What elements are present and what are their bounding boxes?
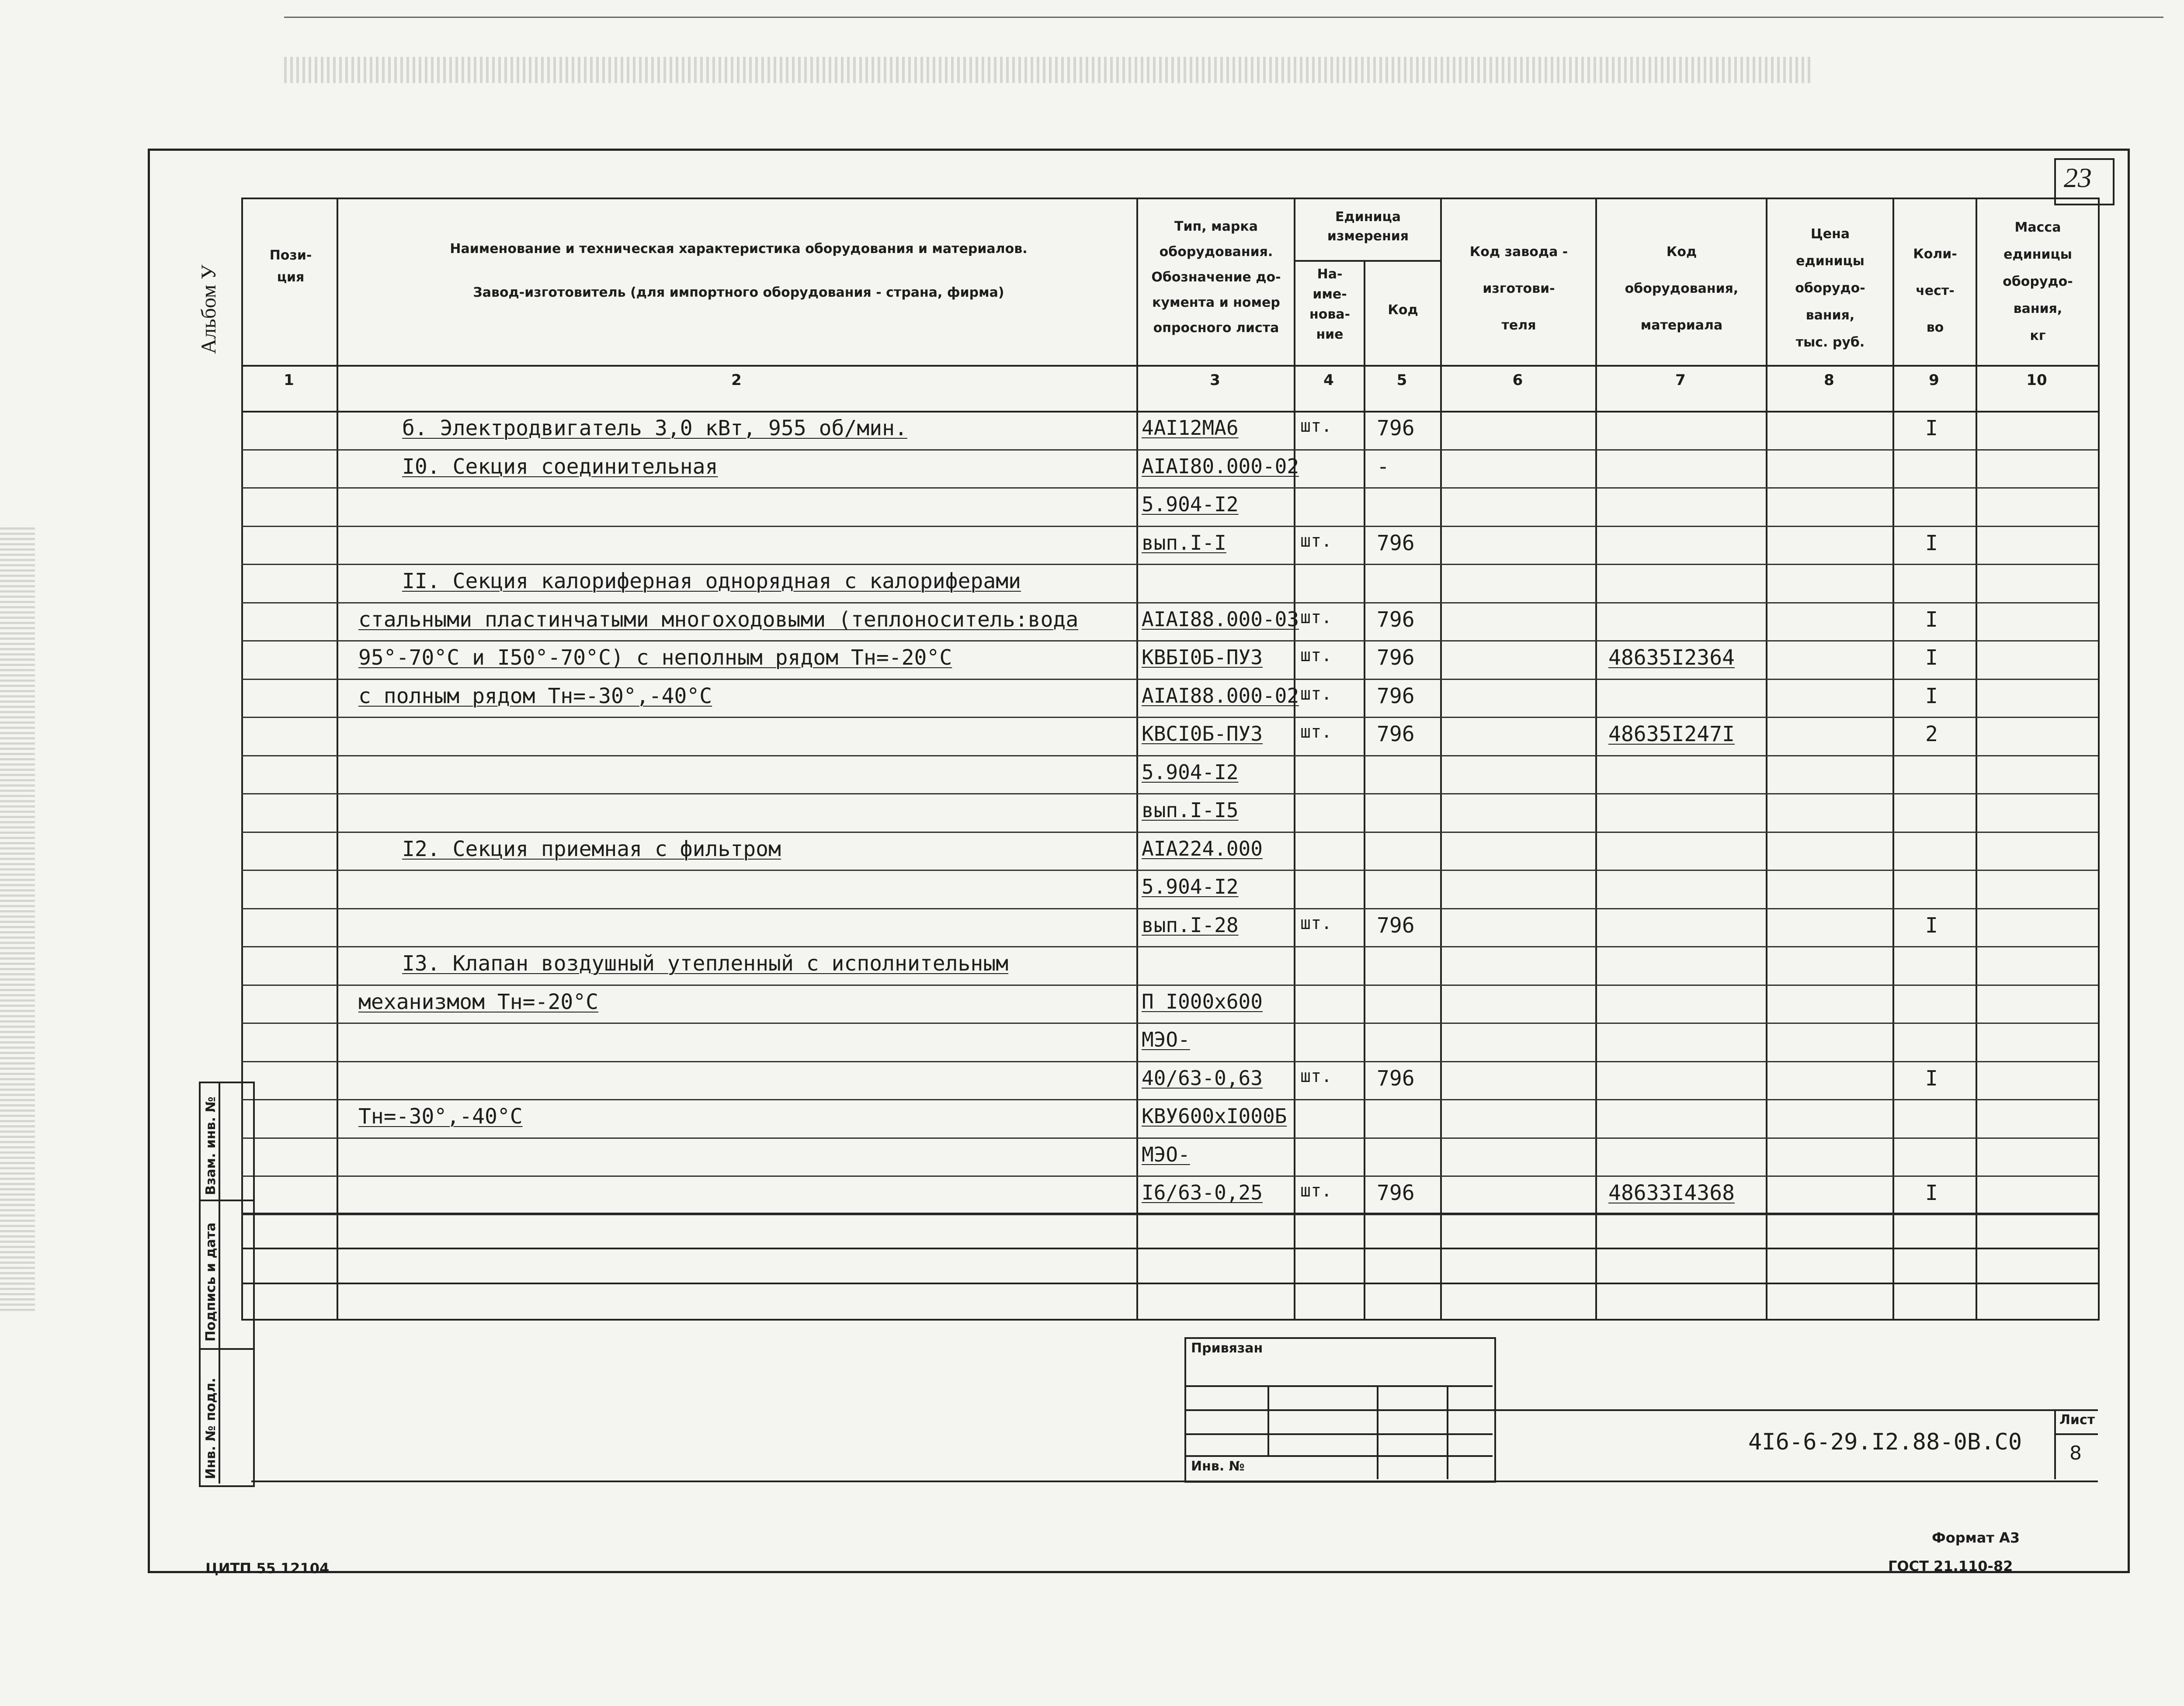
row-quantity: I bbox=[1925, 1066, 1938, 1091]
row-quantity: I bbox=[1925, 416, 1938, 440]
row-quantity: I bbox=[1925, 645, 1938, 670]
header-unit-name: На- име- нова- ние bbox=[1309, 267, 1351, 342]
table-row-line bbox=[241, 1099, 2098, 1100]
table-row-line bbox=[241, 946, 2098, 947]
table-line-unit-split bbox=[1294, 260, 1440, 262]
colnum-8: 8 bbox=[1824, 371, 1834, 389]
corner-sheet-number: 23 bbox=[2064, 162, 2092, 193]
row-type: АIАI80.000-02 bbox=[1142, 454, 1299, 478]
scan-noise-left bbox=[0, 524, 35, 1311]
row-name: I2. Секция приемная с фильтром bbox=[402, 837, 781, 861]
row-type: 5.904-I2 bbox=[1142, 760, 1239, 784]
row-quantity: I bbox=[1925, 531, 1938, 555]
header-name-line2: Завод-изготовитель (для импортного оборудования - страна, фирма) bbox=[473, 285, 1004, 300]
table-row-line bbox=[241, 717, 2098, 718]
side-stamp-split-1 bbox=[199, 1200, 253, 1201]
table-row-line bbox=[241, 908, 2098, 909]
row-type: МЭО- bbox=[1142, 1143, 1190, 1166]
row-code: 796 bbox=[1377, 722, 1415, 746]
scan-noise-top bbox=[284, 57, 1814, 83]
sheet-label: Лист bbox=[2059, 1412, 2095, 1428]
header-unit-group: Единица измерения bbox=[1327, 209, 1409, 244]
header-unit-code: Код bbox=[1388, 302, 1418, 318]
row-type: 40/63-0,63 bbox=[1142, 1066, 1263, 1090]
row-unit: шт. bbox=[1300, 722, 1332, 742]
table-row-line bbox=[241, 870, 2098, 871]
row-type: I6/63-0,25 bbox=[1142, 1181, 1263, 1204]
side-stamp-replace-inv: Взам. инв. № bbox=[203, 1096, 219, 1195]
row-name: 95°-70°С и I50°-70°С) с неполным рядом Тн=-20°С bbox=[358, 645, 952, 670]
colnum-2: 2 bbox=[731, 371, 742, 389]
row-quantity: I bbox=[1925, 1181, 1938, 1205]
header-type: Тип, марка оборудования. Обозначение до- кумента и номер опросного листа bbox=[1151, 219, 1281, 336]
row-unit: шт. bbox=[1300, 416, 1332, 436]
row-name: механизмом Тн=-20°С bbox=[358, 990, 599, 1014]
table-line-colnum-bottom bbox=[241, 411, 2098, 413]
table-row-line bbox=[241, 487, 2098, 489]
sheet-box-split bbox=[2054, 1433, 2098, 1435]
row-quantity: I bbox=[1925, 684, 1938, 708]
row-unit: шт. bbox=[1300, 684, 1332, 704]
row-unit: шт. bbox=[1300, 1181, 1332, 1201]
row-unit: шт. bbox=[1300, 531, 1332, 551]
table-row-line bbox=[241, 793, 2098, 794]
document-designation: 4I6-6-29.I2.88-0В.С0 bbox=[1748, 1429, 2022, 1455]
table-row-line bbox=[241, 679, 2098, 680]
table-row-line bbox=[241, 832, 2098, 833]
row-unit: шт. bbox=[1300, 607, 1332, 628]
row-code: 796 bbox=[1377, 1066, 1415, 1091]
footer-left-code: ЦИТП 55 12104 bbox=[205, 1560, 330, 1577]
colnum-1: 1 bbox=[284, 371, 294, 389]
table-row-line bbox=[241, 640, 2098, 641]
colnum-10: 10 bbox=[2026, 371, 2047, 389]
table-line-header-bottom bbox=[241, 365, 2098, 367]
row-type: КВУ600хI000Б bbox=[1142, 1104, 1287, 1128]
table-row-line bbox=[241, 1175, 2098, 1177]
colnum-4: 4 bbox=[1323, 371, 1334, 389]
row-type: вып.I-28 bbox=[1142, 913, 1239, 937]
colnum-5: 5 bbox=[1396, 371, 1407, 389]
row-name: I3. Клапан воздушный утепленный с исполнительным bbox=[402, 951, 1009, 976]
row-material-code: 48633I4368 bbox=[1608, 1181, 1735, 1205]
row-code: 796 bbox=[1377, 607, 1415, 632]
row-name: б. Электродвигатель 3,0 кВт, 955 об/мин. bbox=[402, 416, 907, 440]
table-line-tail-2 bbox=[241, 1248, 2098, 1249]
privyazan-vline-3 bbox=[1447, 1385, 1448, 1479]
row-material-code: 48635I247I bbox=[1608, 722, 1735, 746]
row-type: КВСI0Б-ПУЗ bbox=[1142, 722, 1263, 746]
row-type: АIАI88.000-02 bbox=[1142, 684, 1299, 707]
row-name: II. Секция калориферная однорядная с калориферами bbox=[402, 569, 1021, 593]
row-type: КВБI0Б-ПУЗ bbox=[1142, 645, 1263, 669]
table-row-line bbox=[241, 1137, 2098, 1139]
row-code: 796 bbox=[1377, 416, 1415, 440]
row-name: с полным рядом Тн=-30°,-40°С bbox=[358, 684, 712, 708]
title-block bbox=[251, 1319, 2098, 1482]
row-quantity: I bbox=[1925, 913, 1938, 938]
row-material-code: 48635I2364 bbox=[1608, 645, 1735, 670]
row-quantity: 2 bbox=[1925, 722, 1938, 746]
privyazan-label: Привязан bbox=[1191, 1341, 1263, 1356]
row-name: Тн=-30°,-40°С bbox=[358, 1104, 523, 1129]
table-row-line bbox=[241, 1023, 2098, 1024]
table-line-v10 bbox=[2098, 198, 2100, 1321]
row-code: 796 bbox=[1377, 531, 1415, 555]
row-type: 4АI12МА6 bbox=[1142, 416, 1239, 440]
row-type: АIА224.000 bbox=[1142, 837, 1263, 860]
row-type: 5.904-I2 bbox=[1142, 875, 1239, 898]
row-name: I0. Секция соединительная bbox=[402, 454, 718, 479]
side-stamp-vsplit bbox=[219, 1082, 220, 1484]
side-stamp-split-2 bbox=[199, 1348, 253, 1350]
table-row-line bbox=[241, 1061, 2098, 1062]
row-unit: шт. bbox=[1300, 1066, 1332, 1086]
row-type: вып.I-I5 bbox=[1142, 798, 1239, 822]
header-position: Пози- ция bbox=[269, 248, 312, 285]
table-row-line bbox=[241, 602, 2098, 603]
row-type: вып.I-I bbox=[1142, 531, 1226, 555]
sheet-value: 8 bbox=[2069, 1442, 2082, 1464]
row-type: АIАI88.000-03 bbox=[1142, 607, 1299, 631]
row-code: - bbox=[1377, 454, 1389, 479]
table-row-line bbox=[241, 449, 2098, 451]
row-code: 796 bbox=[1377, 913, 1415, 938]
inv-number-label: Инв. № bbox=[1191, 1459, 1245, 1474]
header-equipment-code: Код оборудования, материала bbox=[1625, 244, 1739, 333]
footer-gost: ГОСТ 21.110-82 bbox=[1888, 1558, 2013, 1574]
footer-format: Формат А3 bbox=[1932, 1529, 2020, 1546]
row-name: стальными пластинчатыми многоходовыми (теплоноситель:вода bbox=[358, 607, 1079, 632]
table-line-tail-3 bbox=[241, 1283, 2098, 1284]
side-stamp-signature-date: Подпись и дата bbox=[203, 1222, 219, 1342]
table-line-v4 bbox=[1364, 260, 1365, 1321]
colnum-6: 6 bbox=[1512, 371, 1523, 389]
row-type: П I000х600 bbox=[1142, 990, 1263, 1013]
table-line-top bbox=[241, 198, 2098, 199]
table-row-line bbox=[241, 985, 2098, 986]
row-type: МЭО- bbox=[1142, 1028, 1190, 1051]
side-stamp-inv-original: Инв. № подл. bbox=[203, 1377, 219, 1479]
header-quantity: Коли- чест- во bbox=[1913, 246, 1957, 335]
header-price: Цена единицы оборудо- вания, тыс. руб. bbox=[1795, 226, 1865, 350]
designation-top-line bbox=[1493, 1409, 2098, 1411]
table-row-line bbox=[241, 526, 2098, 527]
table-row-line bbox=[241, 564, 2098, 565]
row-unit: шт. bbox=[1300, 913, 1332, 933]
header-name-line1: Наименование и техническая характеристика оборудования и материалов. bbox=[450, 241, 1028, 257]
row-type: 5.904-I2 bbox=[1142, 492, 1239, 516]
colnum-7: 7 bbox=[1675, 371, 1686, 389]
header-factory-code: Код завода - изготови- теля bbox=[1469, 244, 1568, 333]
colnum-9: 9 bbox=[1929, 371, 1939, 389]
row-unit: шт. bbox=[1300, 645, 1332, 666]
privyazan-vline-1 bbox=[1267, 1385, 1269, 1455]
top-edge-line bbox=[284, 17, 2163, 18]
sheet-box-left bbox=[2054, 1409, 2056, 1479]
header-mass: Масса единицы оборудо- вания, кг bbox=[2003, 220, 2073, 343]
colnum-3: 3 bbox=[1210, 371, 1220, 389]
table-row-line bbox=[241, 755, 2098, 756]
row-quantity: I bbox=[1925, 607, 1938, 632]
row-code: 796 bbox=[1377, 684, 1415, 708]
privyazan-vline-2 bbox=[1377, 1385, 1378, 1479]
album-label: Альбом У bbox=[197, 264, 220, 354]
table-line-tail-1 bbox=[241, 1213, 2098, 1214]
row-code: 796 bbox=[1377, 1181, 1415, 1205]
row-code: 796 bbox=[1377, 645, 1415, 670]
